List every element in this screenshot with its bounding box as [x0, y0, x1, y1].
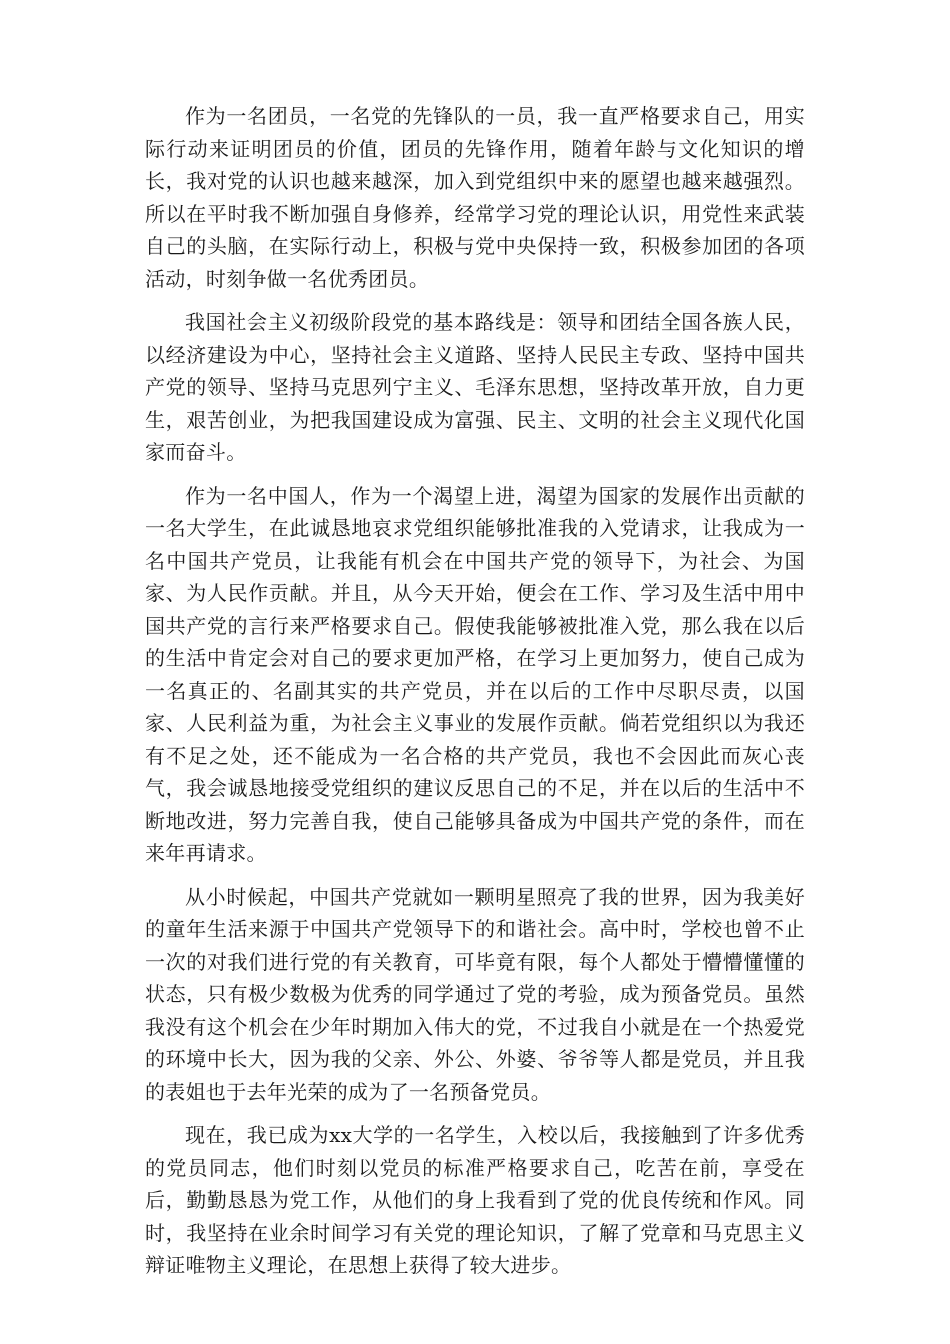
paragraph-5: 现在，我已成为xx大学的一名学生，入校以后，我接触到了许多优秀的党员同志，他们时刻以党员的标准严格要求自己，吃苦在前，享受在后，勤勤恳恳为党工作，从他们的身上我看到了党的优良传统和作风。同时，我坚持在业余时间学习有关党的理论知识，了解了党章和马克思主义辩证唯物主义理论，在思想上获得了较大进步。	[145, 1123, 805, 1277]
paragraph-2: 我国社会主义初级阶段党的基本路线是：领导和团结全国各族人民，以经济建设为中心，坚持社会主义道路、坚持人民民主专政、坚持中国共产党的领导、坚持马克思列宁主义、毛泽东思想，坚持改革开放，自力更生，艰苦创业，为把我国建设成为富强、民主、文明的社会主义现代化国家而奋斗。	[145, 310, 805, 464]
document-page	[145, 100, 805, 1293]
paragraph-4: 从小时候起，中国共产党就如一颗明星照亮了我的世界，因为我美好的童年生活来源于中国共产党领导下的和谐社会。高中时，学校也曾不止一次的对我们进行党的有关教育，可毕竟有限，每个人都处于懵懵懂懂的状态，只有极少数极为优秀的同学通过了党的考验，成为预备党员。虽然我没有这个机会在少年时期加入伟大的党，不过我自小就是在一个热爱党的环境中长大，因为我的父亲、外公、外婆、爷爷等人都是党员，并且我的表姐也于去年光荣的成为了一名预备党员。	[145, 884, 805, 1104]
paragraph-3: 作为一名中国人，作为一个渴望上进，渴望为国家的发展作出贡献的一名大学生，在此诚恳地哀求党组织能够批准我的入党请求，让我成为一名中国共产党员，让我能有机会在中国共产党的领导下，为社会、为国家、为人民作贡献。并且，从今天开始，便会在工作、学习及生活中用中国共产党的言行来严格要求自己。假使我能够被批准入党，那么我在以后的生活中肯定会对自己的要求更加严格，在学习上更加努力，使自己成为一名真正的、名副其实的共产党员，并在以后的工作中尽职尽责，以国家、人民利益为重，为社会主义事业的发展作贡献。倘若党组织以为我还有不足之处，还不能成为一名合格的共产党员，我也不会因此而灰心丧气，我会诚恳地接受党组织的建议反思自己的不足，并在以后的生活中不断地改进，努力完善自我，使自己能够具备成为中国共产党的条件，而在来年再请求。	[145, 483, 805, 865]
paragraph-1: 作为一名团员，一名党的先锋队的一员，我一直严格要求自己，用实际行动来证明团员的价值，团员的先锋作用，随着年龄与文化知识的增长，我对党的认识也越来越深，加入到党组织中来的愿望也越来越强烈。所以在平时我不断加强自身修养，经常学习党的理论认识，用党性来武装自己的头脑，在实际行动上，积极与党中央保持一致，积极参加团的各项活动，时刻争做一名优秀团员。	[145, 104, 805, 291]
